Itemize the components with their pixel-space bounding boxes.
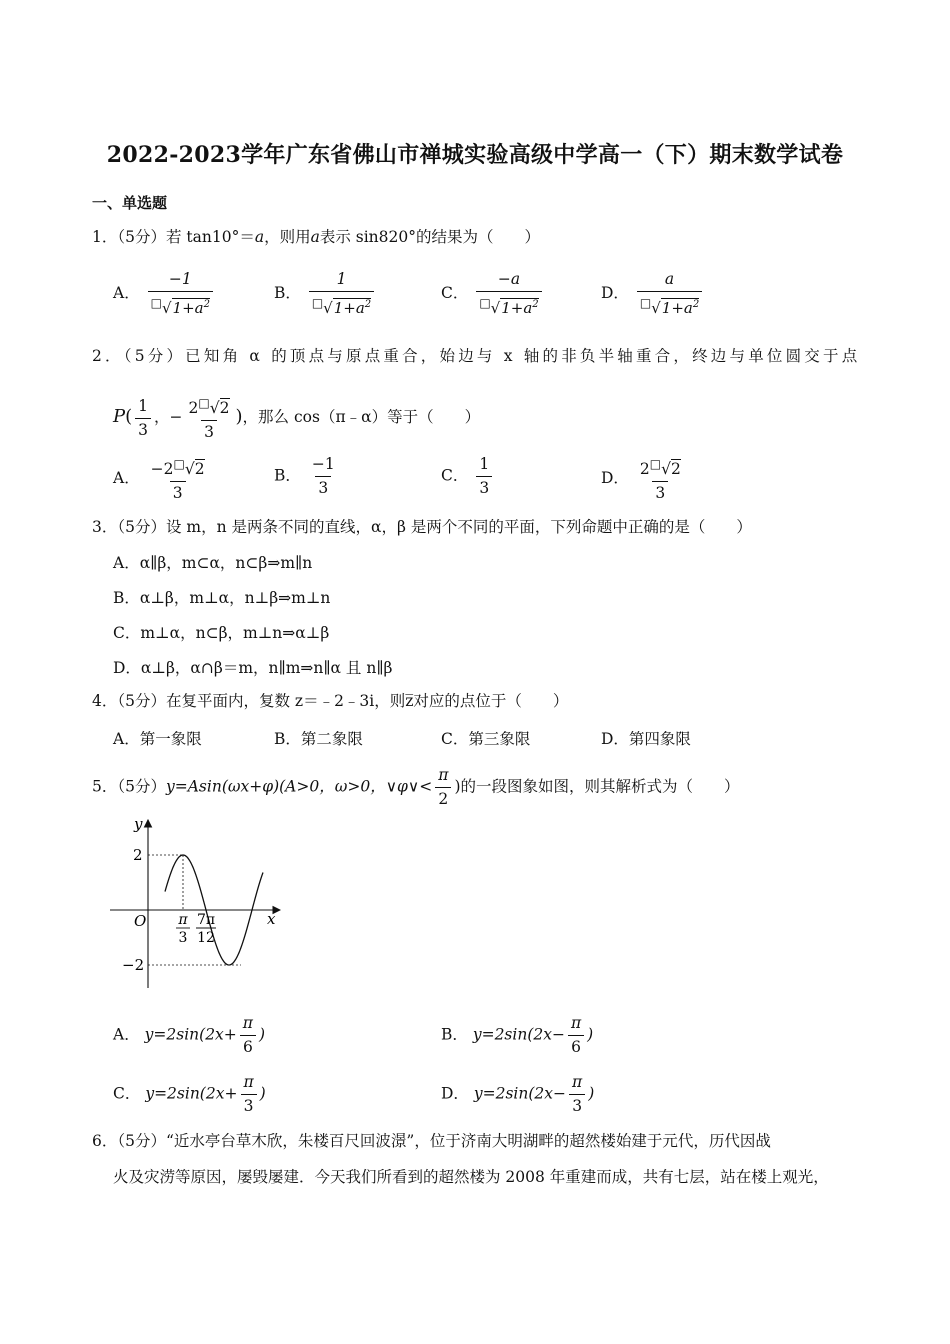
question-3-option-c: C．m⊥α，n⊂β，m⊥n⇒α⊥β [113, 624, 330, 642]
question-1-option-c: C． $\frac{-a}{^□√1+a^2}$ [441, 270, 545, 318]
question-2-stem-line2: P( $\frac{1}{3}$ ，− $\frac{2^□√2}{3}$ )，那么 cos（π﹣α）等于（ ） [113, 396, 481, 442]
question-1-option-a: A． $\frac{-1}{^□√1+a^2}$ [113, 270, 216, 318]
question-3-stem: 3．（5分）设 m，n 是两条不同的直线，α，β 是两个不同的平面，下列命题中正确的是（ ） [92, 518, 752, 536]
y-axis-label: y [134, 815, 143, 833]
question-1-stem: 1．（5分）若 tan10°＝a，则用a表示 sin820°的结果为（ ） [92, 228, 541, 246]
tick-7pi-12-num: 7π [196, 912, 216, 928]
question-3-option-d: D．α⊥β，α∩β＝m，n∥m⇒n∥α 且 n∥β [113, 659, 393, 677]
question-2-option-b: B． $\frac{-1}{3}$ [274, 455, 335, 497]
question-4-option-a: A．第一象限 [113, 730, 202, 748]
question-4-option-d: D．第四象限 [601, 730, 691, 748]
tick-7pi-12-den: 12 [197, 930, 215, 946]
y-max-label: 2 [133, 846, 143, 864]
origin-label: O [134, 912, 147, 930]
question-2-stem-line1: 2．（5分）已知角 α 的顶点与原点重合，始边与 x 轴的非负半轴重合，终边与单位圆交于点 [92, 347, 861, 365]
sine-graph [108, 812, 286, 990]
question-5-stem: 5．（5分）y=Asin(ωx+φ)(A>0，ω>0，∨φ∨< $\frac{\pi}{2}$ )的一段图象如图，则其解析式为（ ） [92, 766, 740, 808]
question-4-option-c: C．第三象限 [441, 730, 531, 748]
section-heading: 一、单选题 [92, 194, 168, 212]
question-4-stem: 4．（5分）在复平面内，复数 z＝﹣2﹣3i，则z̅对应的点位于（ ） [92, 692, 569, 710]
question-3-option-a: A．α∥β，m⊂α，n⊂β⇒m∥n [113, 554, 313, 572]
question-2-option-c: C． $\frac{1}{3}$ [441, 455, 495, 498]
question-2-option-a: A． $\frac{-2^□√2}{3}$ [113, 457, 205, 503]
question-4-option-b: B．第二象限 [274, 730, 363, 748]
question-3-option-b: B．α⊥β，m⊥α，n⊥β⇒m⊥n [113, 589, 331, 607]
x-axis-label: x [267, 910, 276, 928]
question-5-option-a: A． y=2sin(2x+ $\frac{\pi}{6}$ ) [113, 1014, 266, 1056]
question-5-option-b: B． y=2sin(2x− $\frac{\pi}{6}$ ) [441, 1014, 594, 1056]
question-6-line1: 6．（5分）“近水亭台草木欣，朱楼百尺回波澋”，位于济南大明湖畔的超然楼始建于元代，历代因战 [92, 1132, 771, 1150]
page-title: 2022-2023学年广东省佛山市禅城实验高级中学高一（下）期末数学试卷 [106, 142, 844, 168]
y-min-label: −2 [122, 956, 145, 974]
tick-pi-3-den: 3 [178, 930, 188, 946]
question-5-option-c: C． y=2sin(2x+ $\frac{\pi}{3}$ ) [113, 1073, 266, 1115]
question-1-option-d: D． $\frac{a}{^□√1+a^2}$ [601, 270, 705, 318]
question-1-option-b: B． $\frac{1}{^□√1+a^2}$ [274, 270, 377, 318]
question-6-line2: 火及灾涝等原因，屡毁屡建．今天我们所看到的超然楼为 2008 年重建而成，共有七层，站在楼上观光， [113, 1168, 829, 1186]
tick-pi-3-num: π [178, 912, 188, 928]
question-5-option-d: D． y=2sin(2x− $\frac{\pi}{3}$ ) [441, 1073, 595, 1115]
question-2-option-d: D． $\frac{2^□√2}{3}$ [601, 457, 681, 503]
